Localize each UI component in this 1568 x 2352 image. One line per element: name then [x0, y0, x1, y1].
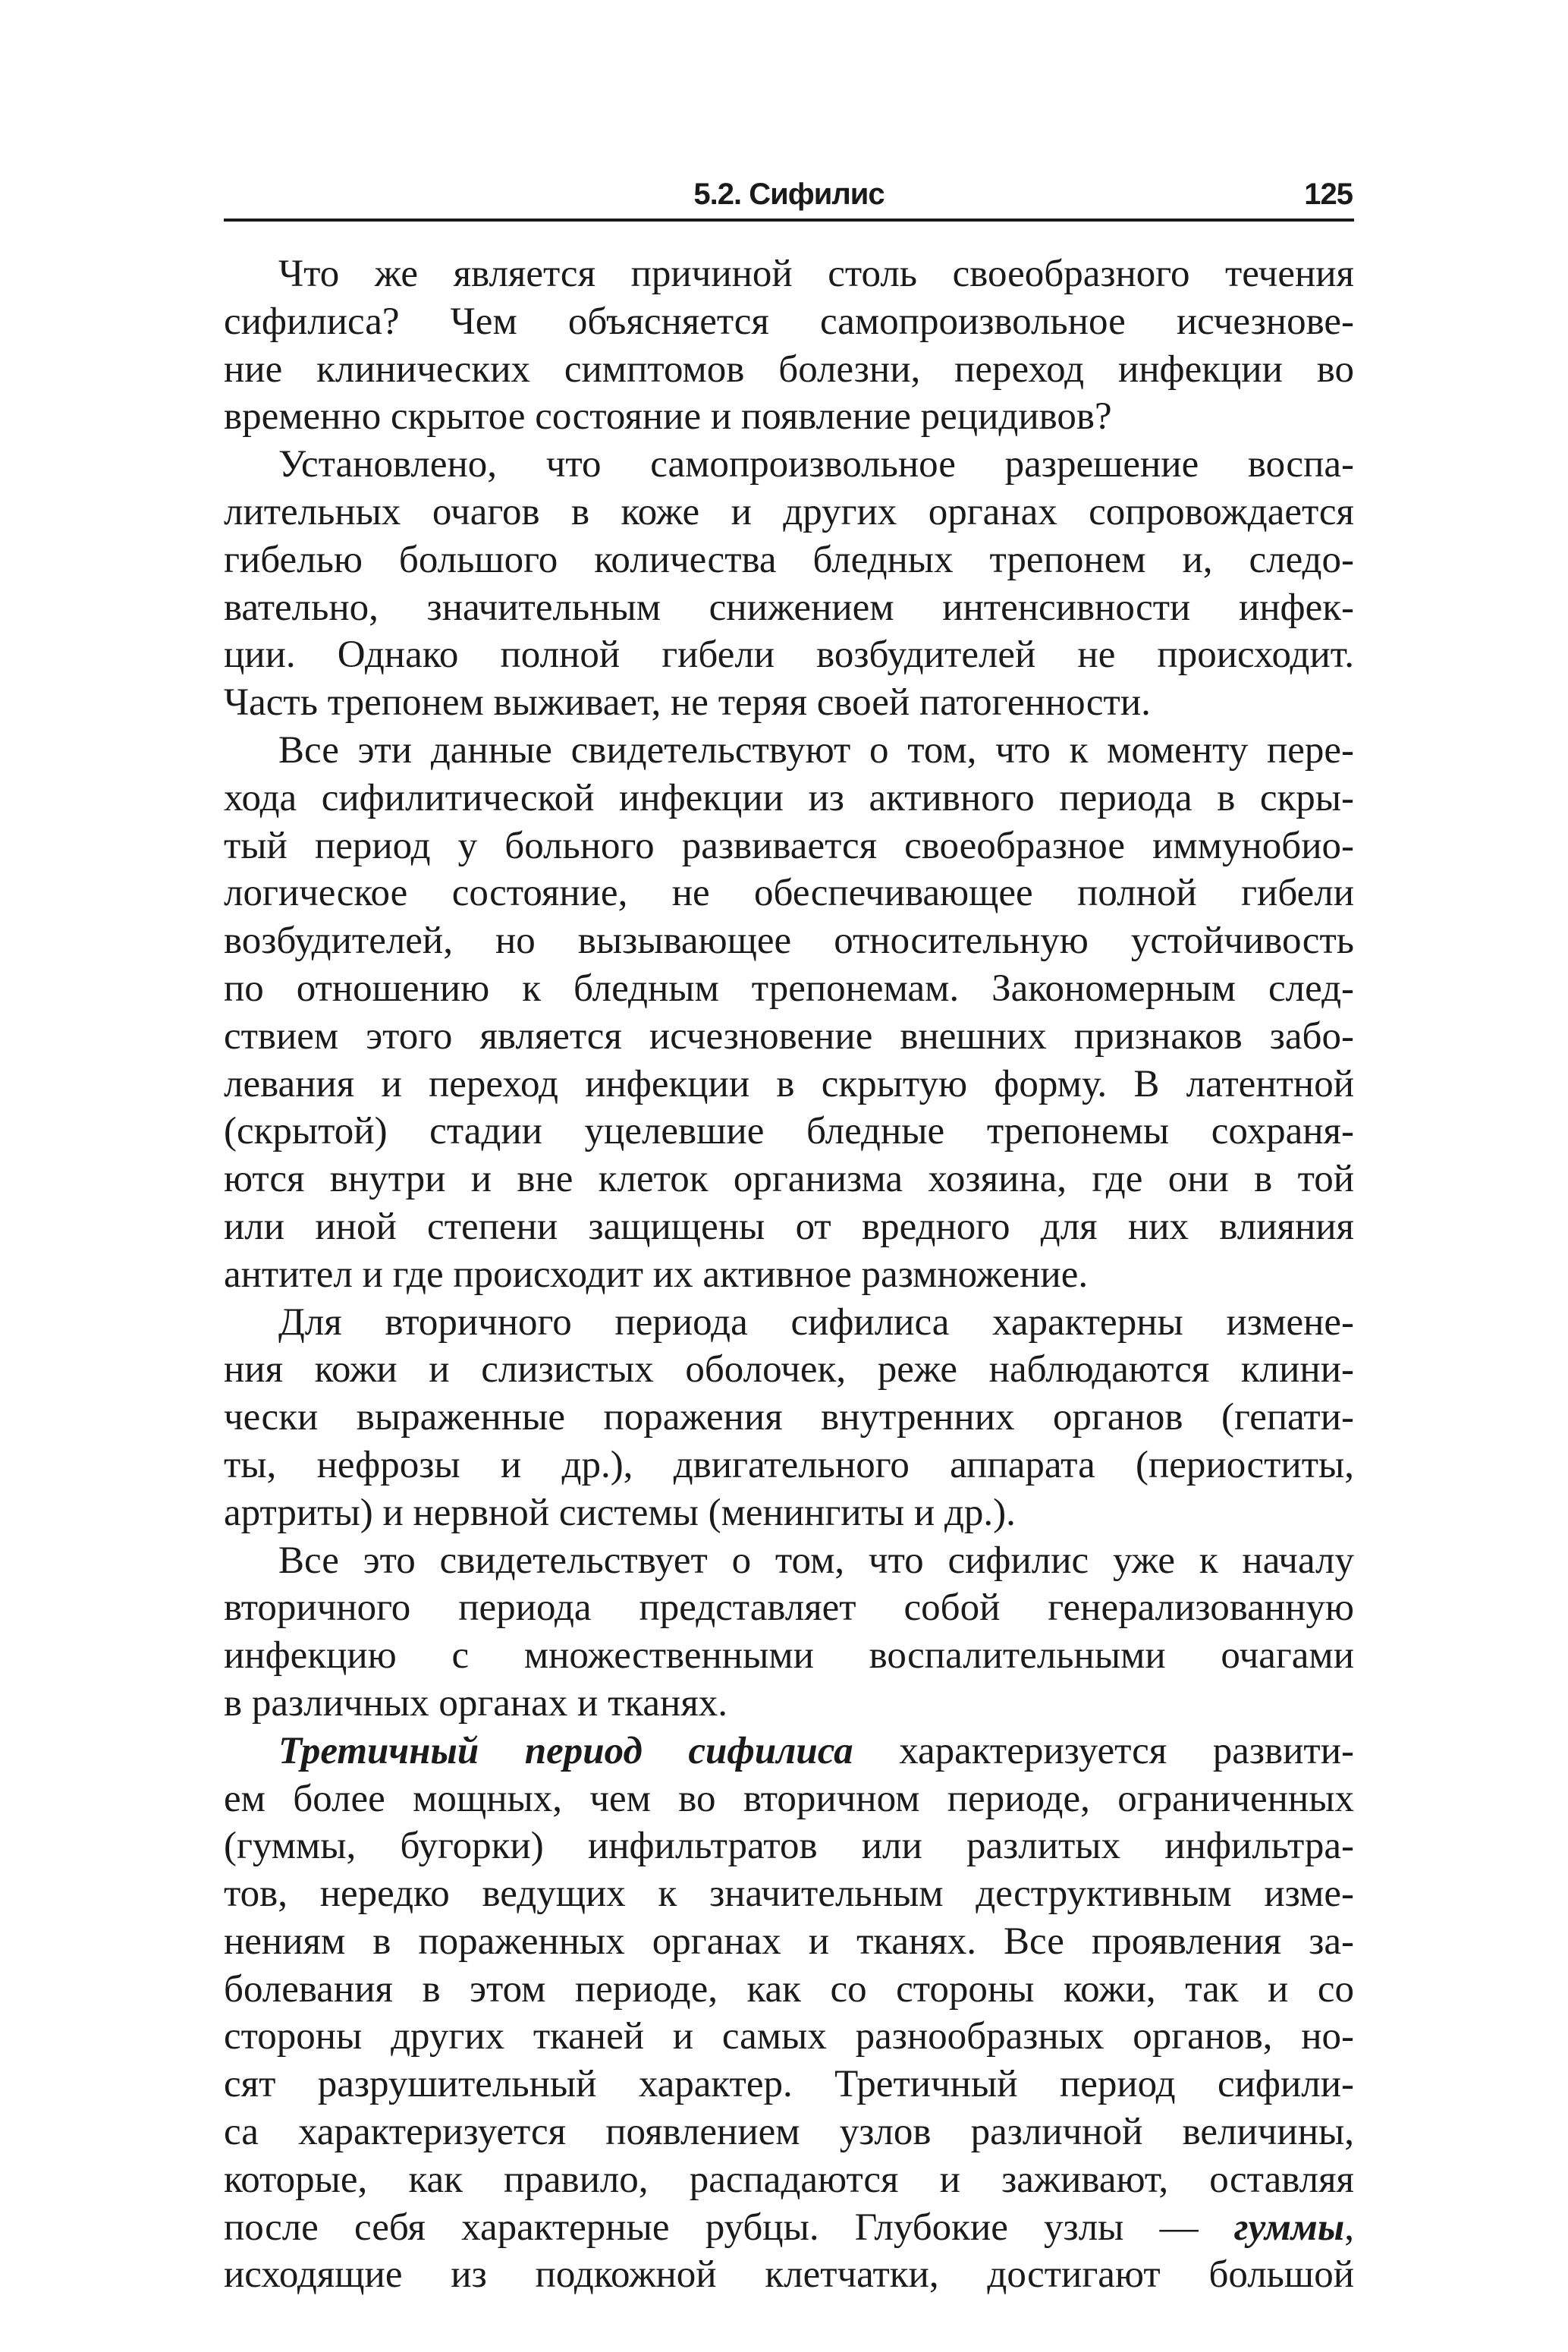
text-run: ния кожи и слизистых оболочек, реже наблюдаются клини- [224, 1348, 1354, 1391]
header-rule [224, 219, 1354, 222]
text-run: которые, как правило, распадаются и заживают, оставляя [224, 2158, 1354, 2201]
text-line [224, 2156, 1354, 2204]
text-line [224, 1061, 1354, 1108]
running-header [224, 173, 1354, 219]
paragraph [224, 1537, 1354, 1728]
text-run: са характеризуется появлением узлов различной величины, [224, 2111, 1354, 2154]
text-line [224, 393, 1354, 441]
text-run: сифилиса? Чем объясняется самопроизвольное исчезнове- [224, 300, 1354, 343]
text-run: гибелью большого количества бледных трепонем и, следо- [224, 538, 1354, 581]
text-run: лительных очагов в коже и других органах сопровождается [224, 490, 1354, 533]
text-line [224, 631, 1354, 679]
text-line [224, 869, 1354, 917]
text-line [224, 1203, 1354, 1251]
text-run: ние клинических симптомов болезни, переход инфекции во [224, 347, 1354, 391]
text-line [224, 1775, 1354, 1823]
text-run: или иной степени защищены от вредного для них влияния [224, 1205, 1354, 1248]
text-line [224, 1251, 1354, 1299]
text-run: характеризуется развити- [853, 1729, 1354, 1772]
text-run: вторичного периода представляет собой генерализованную [224, 1586, 1354, 1630]
text-run: (гуммы, бугорки) инфильтратов или разлитых инфильтра- [224, 1825, 1354, 1868]
section-title: 5.2. Сифилис [693, 178, 885, 211]
paragraph [224, 727, 1354, 1299]
text-run: ты, нефрозы и др.), двигательного аппарата (периоститы, [224, 1443, 1354, 1486]
paragraph [224, 1728, 1354, 2300]
text-run: вательно, значительным снижением интенсивности инфек- [224, 586, 1354, 629]
emphasized-term: гуммы [1233, 2206, 1345, 2249]
text-line [224, 441, 1354, 489]
text-line [224, 1537, 1354, 1585]
text-run: сят разрушительный характер. Третичный период сифили- [224, 2063, 1354, 2106]
paragraph [224, 441, 1354, 727]
text-run: ции. Однако полной гибели возбудителей не происходит. [224, 634, 1354, 677]
text-run: Все эти данные свидетельствуют о том, что к моменту пере- [278, 728, 1354, 772]
text-line [224, 298, 1354, 346]
text-run: по отношению к бледным трепонемам. Закономерным след- [224, 967, 1354, 1010]
text-line [224, 1394, 1354, 1442]
text-line [224, 2251, 1354, 2299]
text-run: Установлено, что самопроизвольное разрешение воспа- [278, 443, 1354, 486]
text-line [224, 1918, 1354, 1966]
text-line [224, 965, 1354, 1013]
text-run: , [1344, 2206, 1354, 2249]
text-run: левания и переход инфекции в скрытую форму. В латентной [224, 1062, 1354, 1105]
text-run: Для вторичного периода сифилиса характерны измене- [278, 1300, 1354, 1344]
text-line [224, 2061, 1354, 2108]
text-run: ствием этого является исчезновение внешних признаков забо- [224, 1014, 1354, 1058]
text-run: чески выраженные поражения внутренних органов (гепати- [224, 1396, 1354, 1439]
text-run: временно скрытое состояние и появление рецидивов? [224, 395, 1112, 439]
page-number: 125 [1304, 178, 1353, 211]
text-run: после себя характерные рубцы. Глубокие узлы — [224, 2206, 1234, 2249]
text-run: артриты) и нервной системы (менингиты и др.). [224, 1491, 1016, 1534]
text-run: болевания в этом периоде, как со стороны кожи, так и со [224, 1967, 1354, 2011]
text-line [224, 1584, 1354, 1632]
text-run: (скрытой) стадии уцелевшие бледные трепонемы сохраня- [224, 1110, 1354, 1153]
text-line [224, 250, 1354, 298]
text-run: тый период у больного развивается своеобразное иммунобио- [224, 824, 1354, 867]
text-line [224, 489, 1354, 536]
text-line [224, 1156, 1354, 1203]
text-line [224, 1489, 1354, 1537]
text-line [224, 775, 1354, 822]
text-line [224, 1822, 1354, 1870]
text-line [224, 1870, 1354, 1918]
body-text [224, 250, 1354, 2299]
text-line [224, 727, 1354, 775]
text-line [224, 1632, 1354, 1680]
text-line [224, 1346, 1354, 1394]
text-line [224, 1728, 1354, 1775]
text-line [224, 2204, 1354, 2252]
text-run: ем более мощных, чем во вторичном периоде, ограниченных [224, 1777, 1354, 1820]
paragraph [224, 250, 1354, 441]
text-run: стороны других тканей и самых разнообразных органов, но- [224, 2015, 1354, 2058]
text-run: антител и где происходит их активное размножение. [224, 1253, 1089, 1296]
text-line [224, 2013, 1354, 2061]
text-line [224, 822, 1354, 870]
text-run: в различных органах и тканях. [224, 1681, 728, 1725]
text-run: исходящие из подкожной клетчатки, достигают большой [224, 2253, 1354, 2297]
text-run: тов, нередко ведущих к значительным деструктивным изме- [224, 1872, 1354, 1916]
text-line [224, 1013, 1354, 1061]
text-line [224, 1442, 1354, 1489]
text-run: Все это свидетельствует о том, что сифилис уже к началу [278, 1539, 1354, 1582]
text-line [224, 679, 1354, 727]
text-line [224, 1299, 1354, 1347]
paragraph [224, 1299, 1354, 1537]
text-line [224, 1680, 1354, 1728]
text-run: Что же является причиной столь своеобразного течения [278, 253, 1354, 295]
text-run: Часть трепонем выживает, не теряя своей патогенности. [224, 681, 1151, 725]
text-line [224, 917, 1354, 965]
text-line [224, 1108, 1354, 1156]
text-line [224, 2108, 1354, 2156]
emphasized-term: Третичный период сифилиса [278, 1729, 853, 1772]
text-run: возбудителей, но вызывающее относительную устойчивость [224, 920, 1354, 963]
text-line [224, 584, 1354, 632]
text-run: хода сифилитической инфекции из активного периода в скры- [224, 776, 1354, 819]
text-run: инфекцию с множественными воспалительными очагами [224, 1634, 1354, 1678]
text-line [224, 1966, 1354, 2014]
text-line [224, 346, 1354, 394]
text-run: нениям в пораженных органах и тканях. Все проявления за- [224, 1920, 1354, 1963]
text-line [224, 536, 1354, 584]
text-run: ются внутри и вне клеток организма хозяина, где они в той [224, 1158, 1354, 1201]
text-run: логическое состояние, не обеспечивающее полной гибели [224, 872, 1354, 915]
